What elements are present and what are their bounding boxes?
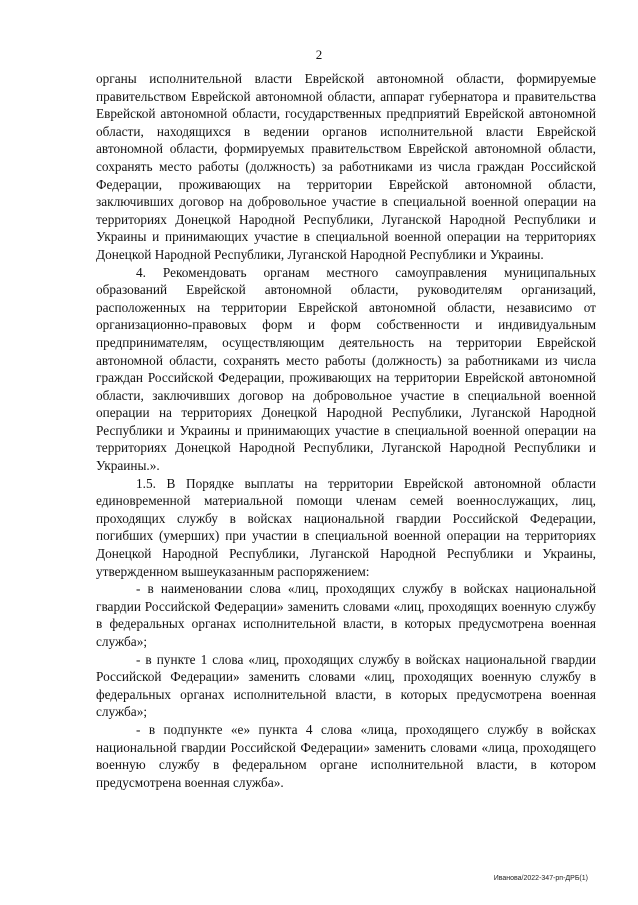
document-body bbox=[96, 70, 596, 791]
paragraph-item-4: 4. Рекомендовать органам местного самоуправления муниципальных образований Еврейской автономной области, руководителям организаций, расположенных на территории Еврейской автономной области, независимо от организационно-правовых форм и форм собственности и индивидуальным предпринимателям, осуществляющим деятельность на территории Еврейской автономной области, сохранять место работы (должность) за работниками из числа граждан Российской Федерации, проживающих на территории Еврейской автономной области, заключивших договор на добровольное участие в специальной военной операции на территориях Донецкой Народной Республики, Луганской Народной Республики и Украины и принимающих участие в специальной военной операции на территориях Донецкой Народной Республики, Луганской Народной Республики и Украины.». bbox=[96, 264, 596, 474]
document-reference-code: Иванова/2022-347-рп-ДРБ(1) bbox=[493, 875, 588, 882]
page-number: 2 bbox=[315, 47, 323, 62]
paragraph-amendment-point-4e: - в подпункте «е» пункта 4 слова «лица, проходящего службу в войсках национальной гвардии Российской Федерации» заменить словами «лица, проходящего военную службу в федеральном органе исполнительной власти, в котором предусмотрена военная служба». bbox=[96, 721, 596, 790]
paragraph-amendment-point-1: - в пункте 1 слова «лиц, проходящих службу в войсках национальной гвардии Российской Федерации» заменить словами «лиц, проходящих военную службу в федеральных органах исполнительной власти, в которых предусмотрена военная служба»; bbox=[96, 651, 596, 720]
paragraph-continuation: органы исполнительной власти Еврейской автономной области, формируемые правительством Еврейской автономной области, аппарат губернатора и правительства Еврейской автономной области, государственных предприятий Еврейской автономной области, находящихся в ведении органов исполнительной власти Еврейской автономной области, формируемых правительством Еврейской автономной области, сохранять место работы (должность) за работниками из числа граждан Российской Федерации, проживающих на территории Еврейской автономной области, заключивших договор на добровольное участие в специальной военной операции на территориях Донецкой Народной Республики, Луганской Народной Республики и Украины и принимающих участие в специальной военной операции на территориях Донецкой Народной Республики, Луганской Народной Республики и Украины. bbox=[96, 71, 596, 262]
paragraph-amendment-title: - в наименовании слова «лиц, проходящих службу в войсках национальной гвардии Российской Федерации» заменить словами «лиц, проходящих военную службу в федеральных органах исполнительной власти, в которых предусмотрена военная служба»; bbox=[96, 581, 596, 649]
paragraph-item-1-5: 1.5. В Порядке выплаты на территории Еврейской автономной области единовременной материальной помощи членам семей военнослужащих, лиц, проходящих службу в войсках национальной гвардии Российской Федерации, погибших (умерших) при участии в специальной военной операции на территориях Донецкой Народной Республики, Луганской Народной Республики и Украины, утвержденном вышеуказанным распоряжением: bbox=[96, 475, 596, 579]
